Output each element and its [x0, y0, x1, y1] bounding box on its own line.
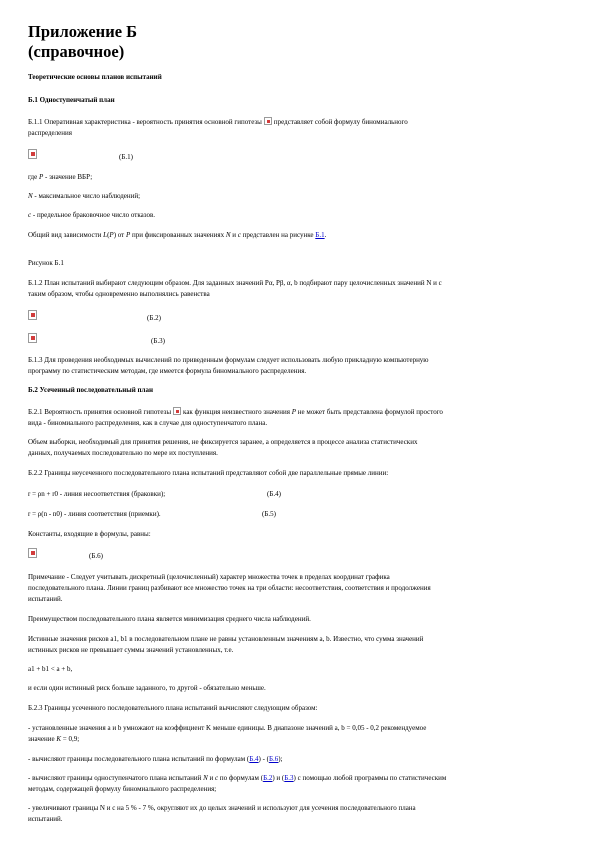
advantage-line: Преимуществом последовательного плана является минимизация среднего числа наблюдений.: [28, 615, 311, 623]
c-definition: [28, 210, 155, 220]
bullet4-line1: - увеличивают границы N и c на 5 % - 7 %, округляют их до целых значений и используют для усечения последовательного плана: [28, 804, 416, 812]
paragraph-b13-line2: программу по статистическим методам, где имеется формула биномиального распределения.: [28, 367, 307, 375]
equation-number-b1: (Б.1): [119, 153, 133, 161]
gv-l: L: [103, 231, 108, 239]
gv-f: представлен на рисунке: [240, 231, 316, 239]
where-line: [28, 172, 92, 182]
paragraph-if: и если один истинный риск больше заданного, то другой - обязательно меньше.: [28, 684, 266, 692]
bullet3-d: ) и (: [272, 774, 285, 782]
paragraph-b23: Б.2.3 Границы усеченного последовательного плана испытаний вычисляют следующим образом:: [28, 704, 318, 712]
gv-cc: c: [237, 231, 241, 239]
figure-caption: Рисунок Б.1: [28, 259, 64, 267]
paragraph-b21-line2: вида - биномиального распределения, как в случае для одноступенчатого плана.: [28, 419, 268, 427]
gv-a: Общий вид зависимости: [28, 231, 104, 239]
formula-b1-image-icon: [28, 149, 37, 159]
bullet3-c-var: c: [215, 774, 219, 782]
bullet3-line2: методам, содержащей формулу биномиального распределения;: [28, 785, 217, 793]
b21-p: P: [291, 408, 297, 416]
gv-p1: P: [109, 231, 114, 239]
bullet2-line: [28, 754, 283, 764]
bullet3-a: - вычисляют границы одноступенчатого плана испытаний: [28, 774, 204, 782]
paragraph-sample-line2: данных, получаемых последовательно по мере их поступления.: [28, 449, 218, 457]
where-def: - значение ВБР;: [43, 173, 93, 181]
formula-b2-link[interactable]: Б.2: [263, 774, 273, 782]
formula-b3-image-icon: [28, 333, 37, 343]
paragraph-b13-line1: Б.1.3 Для проведения необходимых вычислений по приведенным формулам следует использовать любую прикладную компьютерную: [28, 356, 429, 364]
formula-b4-link[interactable]: Б.4: [249, 755, 259, 763]
bullet1-line1: - установленные значения a и b умножают на коэффициент K меньше единицы. В диапазоне значений а, b = 0,05 - 0,2 рекомендуемое: [28, 724, 427, 732]
bullet1-line2: [28, 734, 79, 744]
note-line1: Примечание - Следует учитывать дискретный (целочисленный) характер множества точек в пределах координат графика: [28, 573, 390, 581]
n-definition: [28, 191, 140, 201]
gv-c: ) от: [113, 231, 126, 239]
equation-number-b2: (Б.2): [147, 314, 161, 322]
appendix-title: [28, 22, 137, 62]
equation-number-b6: (Б.6): [89, 552, 103, 560]
formula-b6-image-icon: [28, 548, 37, 558]
b21-b: как функция неизвестного значения: [183, 408, 292, 416]
bullet1-a: значение: [28, 735, 57, 743]
bullet3-c: по формулам (: [218, 774, 264, 782]
bullet2-c: );: [278, 755, 283, 763]
gv-p2: P: [126, 231, 131, 239]
b21-c: не может быть представлена формулой простого: [296, 408, 443, 416]
var-n: N: [28, 192, 33, 200]
where-text: где: [28, 173, 39, 181]
paragraph-sample-line1: Объем выборки, необходимый для принятия решения, не фиксируется заранее, а определяется в процессе анализа статистических: [28, 438, 418, 446]
var-c: c: [28, 211, 32, 219]
gv-n: N: [225, 231, 231, 239]
paragraph-b11-cont: распределения: [28, 129, 72, 137]
paragraph-b11: [28, 117, 408, 127]
gv-g: .: [324, 231, 327, 239]
var-p: P: [38, 173, 44, 181]
section-heading-theory: Теоретические основы планов испытаний: [28, 73, 162, 81]
appendix-title-line1: Приложение Б: [28, 22, 138, 41]
paragraph-b22: Б.2.2 Границы неусеченного последовательного плана испытаний представляют собой две параллельные прямые линии:: [28, 469, 389, 477]
equation-number-b3: (Б.3): [151, 337, 165, 345]
formula-image-icon: [173, 407, 181, 415]
inequality-line: a1 + b1 < a + b,: [28, 665, 73, 673]
paragraph-b11-text-a: Б.1.1 Оперативная характеристика - вероятность принятия основной гипотезы: [28, 118, 262, 126]
paragraph-b11-text-b: представляет собой формулу биномиального: [273, 118, 408, 126]
bullet2-b: ) - (: [258, 755, 270, 763]
bullet3-line1: [28, 773, 446, 783]
general-view-line: [28, 230, 326, 240]
formula-b2-image-icon: [28, 310, 37, 320]
equation-number-b4: (Б.4): [267, 490, 281, 498]
constants-line: Константы, входящие в формулы, равны:: [28, 530, 151, 538]
paragraph-risks-line2: истинных рисков не превышает суммы значений установленных, т.е.: [28, 646, 234, 654]
note-line2: последовательного плана. Линии границ разбивают все множество точек на три области: несоответствия, соответствия и продолжения: [28, 584, 431, 592]
gv-d: при фиксированных значениях: [130, 231, 226, 239]
paragraph-b12-line1: Б.1.2 План испытаний выбирают следующим образом. Для заданных значений Pα, Pβ, α, b подбирают пару целочисленных значений N и c: [28, 279, 442, 287]
b21-a: Б.2.1 Вероятность принятия основной гипотезы: [28, 408, 172, 416]
c-def-text: - предельное браковочное число отказов.: [31, 211, 156, 219]
n-def-text: - максимальное число наблюдений;: [32, 192, 141, 200]
formula-b3-link[interactable]: Б.3: [284, 774, 294, 782]
paragraph-risks-line1: Истинные значения рисков а1, b1 в последовательном плане не равны установленным значениям а, b. Известно, что сумма значений: [28, 635, 424, 643]
bullet3-n: N: [203, 774, 208, 782]
paragraph-b12-line2: таким образом, чтобы одновременно выполнялись равенства: [28, 290, 210, 298]
equation-number-b5: (Б.5): [262, 510, 276, 518]
bullet1-k: K: [56, 735, 61, 743]
figure-b1-link[interactable]: Б.1: [315, 231, 325, 239]
section-heading-b1: Б.1 Одноступенчатый план: [28, 96, 115, 104]
bullet3-e: ) с помощью любой программы по статистическим: [293, 774, 447, 782]
gv-b: (: [107, 231, 110, 239]
bullet4-line2: испытаний.: [28, 815, 63, 823]
formula-b6-link[interactable]: Б.6: [269, 755, 279, 763]
section-heading-b2: Б.2 Усеченный последовательный план: [28, 386, 154, 394]
note-line3: испытаний.: [28, 595, 63, 603]
paragraph-b21-line1: [28, 407, 443, 417]
appendix-title-line2: (справочное): [28, 42, 125, 61]
boundary-line-r1: r = ρn + r0 - линия несоответствия (браковки);: [28, 490, 166, 498]
gv-e: и: [230, 231, 238, 239]
bullet1-b: = 0,9;: [61, 735, 80, 743]
formula-image-icon: [264, 117, 272, 125]
bullet2-a: - вычисляют границы последовательного плана испытаний по формулам (: [28, 755, 250, 763]
boundary-line-r2: r = ρ(n - n0) - линия соответствия (приемки).: [28, 510, 161, 518]
bullet3-b: и: [207, 774, 216, 782]
